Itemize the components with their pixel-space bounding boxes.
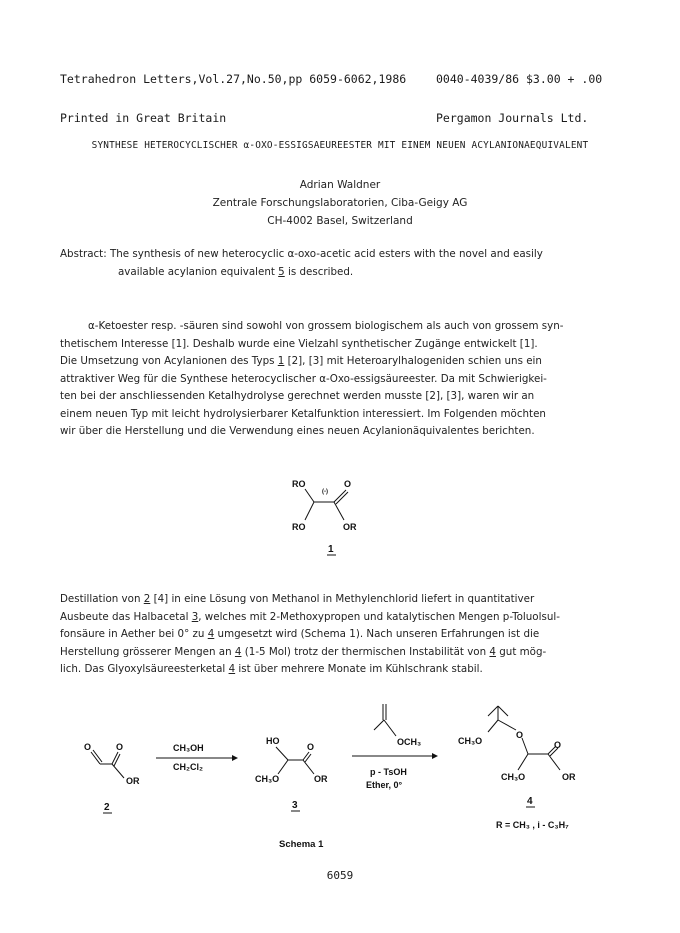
c4-or: OR bbox=[562, 772, 576, 782]
para1-line: ten bei der anschliessenden Ketalhydrolyse gerechnet werden musste [2], [3], waren wir an bbox=[60, 390, 535, 402]
c4-ring-oxygen: O bbox=[516, 730, 524, 740]
c2-number: 2 bbox=[104, 802, 110, 813]
para1-line: [2], [3] mit Heteroarylhalogeniden schien uns ein bbox=[284, 355, 542, 367]
abstract-label: Abstract: bbox=[60, 248, 107, 260]
c2-or: OR bbox=[126, 776, 140, 786]
struct1-number: 1 bbox=[328, 544, 334, 555]
para2-line: (1-5 Mol) trotz der thermischen Instabilität von bbox=[241, 645, 490, 658]
c3-oxygen: O bbox=[307, 742, 315, 752]
paragraph-intro bbox=[60, 318, 660, 441]
para1-line: Die Umsetzung von Acylanionen des Typs bbox=[60, 355, 278, 367]
para1-line: attraktiver Weg für die Synthese heterocyclischer α-Oxo-essigsäureester. Da mit Schwierigkei- bbox=[60, 372, 547, 385]
para2-line: fonsäure in Aether bei 0° zu bbox=[60, 628, 208, 640]
author-block bbox=[0, 176, 680, 230]
paragraph-synthesis bbox=[60, 591, 660, 679]
para1-line: α-Ketoester resp. -säuren sind sowohl von grossem biologischem als auch von grossem syn- bbox=[88, 320, 564, 332]
arrow1-solvent: CH₂Cl₂ bbox=[173, 762, 203, 772]
arrow-1 bbox=[156, 743, 238, 772]
abstract-line-2: available acylanion equivalent bbox=[118, 265, 279, 278]
compound-ref-4: 4 bbox=[489, 645, 496, 658]
para1-line: thetischem Interesse [1]. Deshalb wurde eine Vielzahl synthetischer Zugänge entwickelt [1]. bbox=[60, 337, 538, 350]
c4-ch3o-top: CH₃O bbox=[458, 736, 483, 746]
compound-ref-3: 3 bbox=[191, 610, 199, 623]
para2-line: Destillation von bbox=[60, 593, 144, 605]
abstract bbox=[60, 246, 660, 281]
compound-ref-5: 5 bbox=[278, 265, 285, 278]
struct1-charge: (-) bbox=[322, 489, 328, 495]
r-definition: R = CH₃ , i - C₃H₇ bbox=[496, 820, 569, 830]
author-affiliation: Zentrale Forschungslaboratorien, Ciba-Geigy AG bbox=[212, 197, 468, 209]
compound-ref-4: 4 bbox=[234, 645, 242, 658]
c4-ch3o: CH₃O bbox=[501, 772, 526, 782]
para2-line: umgesetzt wird (Schema 1). Nach unseren Erfahrungen ist die bbox=[214, 628, 540, 640]
page-number: 6059 bbox=[326, 869, 354, 882]
compound-ref-4: 4 bbox=[228, 663, 236, 675]
publisher-info bbox=[436, 47, 602, 138]
price-line: 0040-4039/86 $3.00 + .00 bbox=[436, 72, 603, 86]
c2-oxygen-2: O bbox=[116, 742, 124, 752]
methoxypropene bbox=[374, 704, 396, 736]
arrow2-conditions: Ether, 0° bbox=[366, 780, 403, 790]
journal-citation bbox=[60, 47, 406, 138]
structure-1 bbox=[270, 470, 400, 560]
compound-3 bbox=[255, 736, 328, 811]
reagent-och3: OCH₃ bbox=[397, 737, 422, 747]
para2-line: , welches mit 2-Methoxypropen und katalytischen Mengen p-Toluolsul- bbox=[198, 610, 560, 623]
abstract-line-1: The synthesis of new heterocyclic α-oxo-acetic acid esters with the novel and easily bbox=[109, 248, 543, 260]
citation-line-2: Printed in Great Britain bbox=[60, 111, 227, 125]
para2-line: Herstellung grösserer Mengen an bbox=[60, 645, 235, 658]
author-name: Adrian Waldner bbox=[299, 179, 381, 191]
arrow1-reagent: CH₃OH bbox=[173, 743, 204, 753]
para1-line: einem neuen Typ mit leicht hydrolysierbarer Ketalfunktion interessiert. Im Folgenden möchten bbox=[60, 407, 546, 420]
compound-ref-1: 1 bbox=[277, 355, 285, 367]
c3-number: 3 bbox=[292, 800, 298, 811]
publisher-line: Pergamon Journals Ltd. bbox=[436, 111, 589, 125]
author-address: CH-4002 Basel, Switzerland bbox=[267, 215, 413, 227]
para2-line: [4] in eine Lösung von Methanol in Methylenchlorid liefert in quantitativer bbox=[150, 593, 535, 605]
para2-line: gut mög- bbox=[495, 645, 547, 658]
c4-oxygen: O bbox=[554, 740, 562, 750]
para2-line: lich. Das Glyoxylsäureesterketal bbox=[60, 663, 229, 675]
arrow-2 bbox=[352, 704, 438, 790]
struct1-oxygen: O bbox=[344, 479, 352, 489]
para2-line: Ausbeute das Halbacetal bbox=[60, 610, 192, 623]
struct1-ro-top: RO bbox=[292, 479, 306, 489]
arrow2-catalyst: p - TsOH bbox=[370, 767, 407, 777]
scheme-caption: Schema 1 bbox=[279, 839, 324, 850]
para2-line: ist über mehrere Monate im Kühlschrank stabil. bbox=[235, 663, 483, 675]
para1-line: wir über die Herstellung und die Verwendung eines neuen Acylanionäquivalentes berichten. bbox=[60, 425, 535, 437]
struct1-or: OR bbox=[343, 522, 357, 532]
citation-line-1: Tetrahedron Letters,Vol.27,No.50,pp 6059-6062,1986 bbox=[60, 72, 407, 86]
compound-2 bbox=[84, 742, 140, 813]
c2-oxygen-1: O bbox=[84, 742, 92, 752]
c3-ho: HO bbox=[266, 736, 280, 746]
c4-number: 4 bbox=[527, 796, 533, 807]
compound-4 bbox=[458, 706, 576, 830]
c3-ch3o: CH₃O bbox=[255, 774, 280, 784]
abstract-line-2-end: is described. bbox=[284, 265, 354, 278]
struct1-ro-bottom: RO bbox=[292, 522, 306, 532]
reaction-scheme bbox=[60, 700, 620, 860]
compound-ref-2: 2 bbox=[143, 593, 151, 605]
article-title: SYNTHESE HETEROCYCLISCHER α-OXO-ESSIGSAEUREESTER MIT EINEM NEUEN ACYLANIONAEQUIVALENT bbox=[91, 140, 589, 151]
compound-ref-4: 4 bbox=[207, 628, 215, 640]
c3-or: OR bbox=[314, 774, 328, 784]
